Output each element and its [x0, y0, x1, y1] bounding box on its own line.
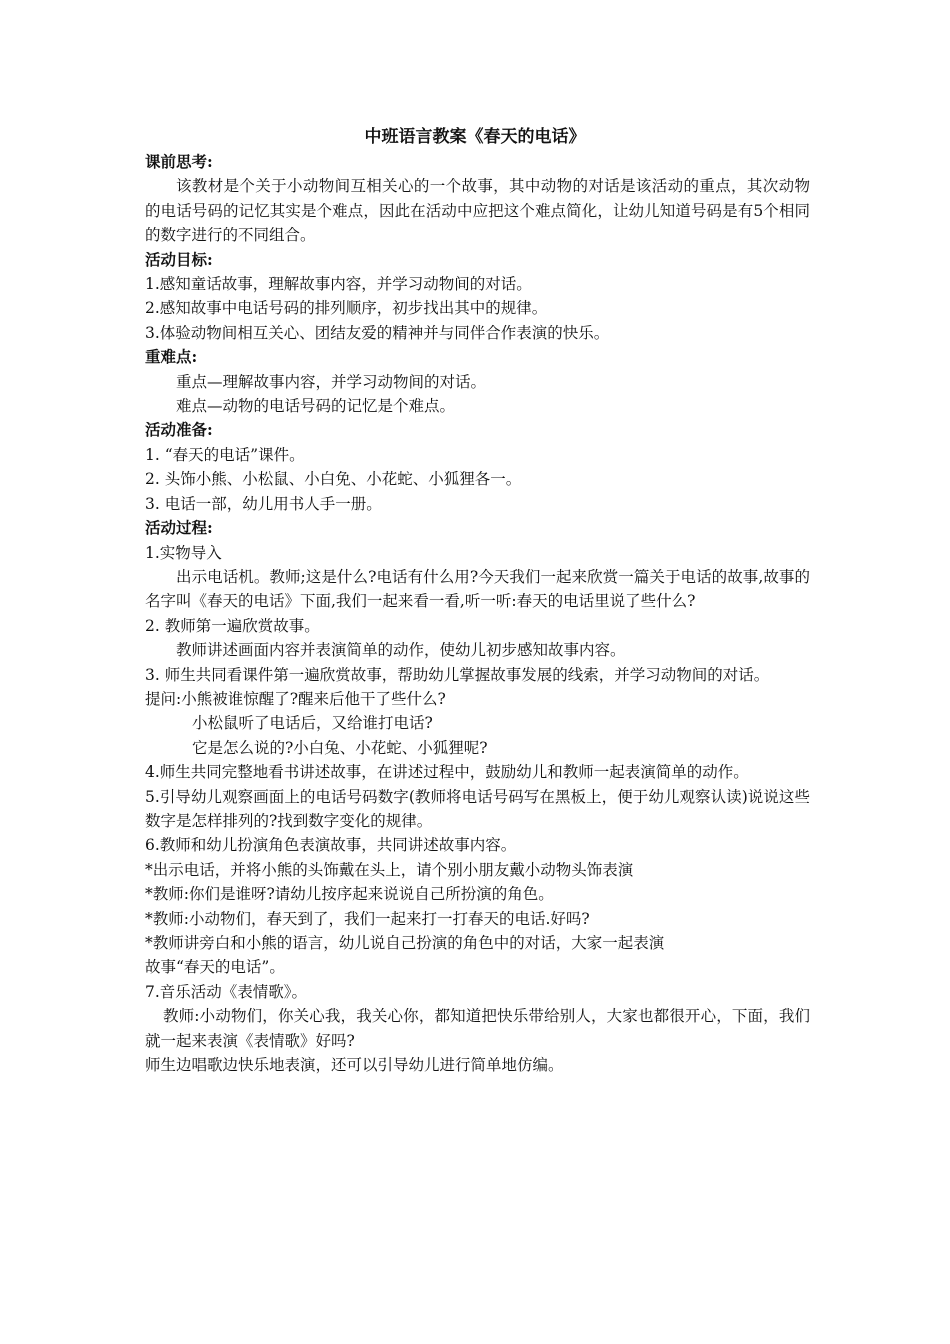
heading-process: 活动过程:: [145, 518, 213, 538]
bullet-1: *出示电话，并将小熊的头饰戴在头上，请个别小朋友戴小动物头饰表演: [145, 860, 634, 879]
goal-item-2: 2.感知故事中电话号码的排列顺序，初步找出其中的规律。: [145, 299, 548, 318]
key-point-1: 重点—理解故事内容，并学习动物间的对话。: [176, 372, 487, 391]
heading-goals: 活动目标:: [145, 249, 213, 269]
goal-item-3: 3.体验动物间相互关心、团结友爱的精神并与同伴合作表演的快乐。: [145, 323, 610, 342]
question-3: 它是怎么说的?小白兔、小花蛇、小狐狸呢?: [192, 738, 488, 757]
paragraph-thinking: 该教材是个关于小动物间互相关心的一个故事，其中动物的对话是该活动的重点，其次动物的电话号码的记忆其实是个难点，因此在活动中应把这个难点简化，让幼儿知道号码是有5个相同的数字进行的不同组合。: [145, 177, 810, 245]
document-body: [145, 150, 810, 1077]
prep-item-1: 1. “春天的电话”课件。: [145, 445, 305, 464]
prep-item-3: 3. 电话一部，幼儿用书人手一册。: [145, 494, 382, 513]
heading-preparation: 活动准备:: [145, 420, 213, 440]
prep-item-2: 2. 头饰小熊、小松鼠、小白免、小花蛇、小狐狸各一。: [145, 470, 522, 489]
process-step-7: 7.音乐活动《表情歌》。: [145, 982, 308, 1001]
heading-key-points: 重难点:: [145, 347, 198, 367]
bullet-2: *教师:你们是谁呀?请幼儿按序起来说说自己所扮演的角色。: [145, 885, 554, 904]
bullet-4: *教师讲旁白和小熊的语言，幼儿说自己扮演的角色中的对话，大家一起表演: [145, 934, 665, 952]
question-2: 小松鼠听了电话后，又给谁打电话?: [192, 714, 433, 733]
process-step-2: 2. 教师第一遍欣赏故事。: [145, 616, 320, 635]
process-step-1-text: 出示电话机。教师;这是什么?电话有什么用?今天我们一起来欣赏一篇关于电话的故事,故事的名字叫《春天的电话》下面,我们一起来看一看,听一听:春天的电话里说了些什么?: [145, 567, 810, 611]
process-step-7-text: 教师:小动物们，你关心我，我关心你，都知道把快乐带给别人，大家也都很开心，下面，我们就一起来表演《表情歌》好吗?: [145, 1007, 810, 1050]
process-step-5: 5.引导幼儿观察画面上的电话号码数字(教师将电话号码写在黑板上，便于幼儿观察认读)说说这些数字是怎样排列的?找到数字变化的规律。: [145, 787, 810, 830]
process-step-1: 1.实物导入: [145, 543, 222, 562]
process-step-3: 3. 师生共同看课件第一遍欣赏故事，帮助幼儿掌握故事发展的线索，并学习动物间的对话。: [145, 665, 770, 684]
process-step-2-text: 教师讲述画面内容并表演简单的动作，使幼儿初步感知故事内容。: [176, 641, 626, 660]
process-step-4: 4.师生共同完整地看书讲述故事，在讲述过程中，鼓励幼儿和教师一起表演简单的动作。: [145, 763, 749, 782]
question-1: 提问:小熊被谁惊醒了?醒来后他干了些什么?: [145, 689, 446, 708]
bullet-4-continued: 故事“春天的电话”。: [145, 958, 285, 977]
page-title: 中班语言教案《春天的电话》: [364, 127, 586, 147]
key-point-2: 难点—动物的电话号码的记忆是个难点。: [176, 397, 456, 416]
process-step-6: 6.教师和幼儿扮演角色表演故事，共同讲述故事内容。: [145, 836, 517, 855]
heading-thinking: 课前思考:: [145, 152, 213, 171]
bullet-3: *教师:小动物们，春天到了，我们一起来打一打春天的电话.好吗?: [145, 909, 590, 928]
process-step-7-ending: 师生边唱歌边快乐地表演，还可以引导幼儿进行简单地仿编。: [145, 1056, 564, 1075]
goal-item-1: 1.感知童话故事，理解故事内容，并学习动物间的对话。: [145, 275, 532, 294]
